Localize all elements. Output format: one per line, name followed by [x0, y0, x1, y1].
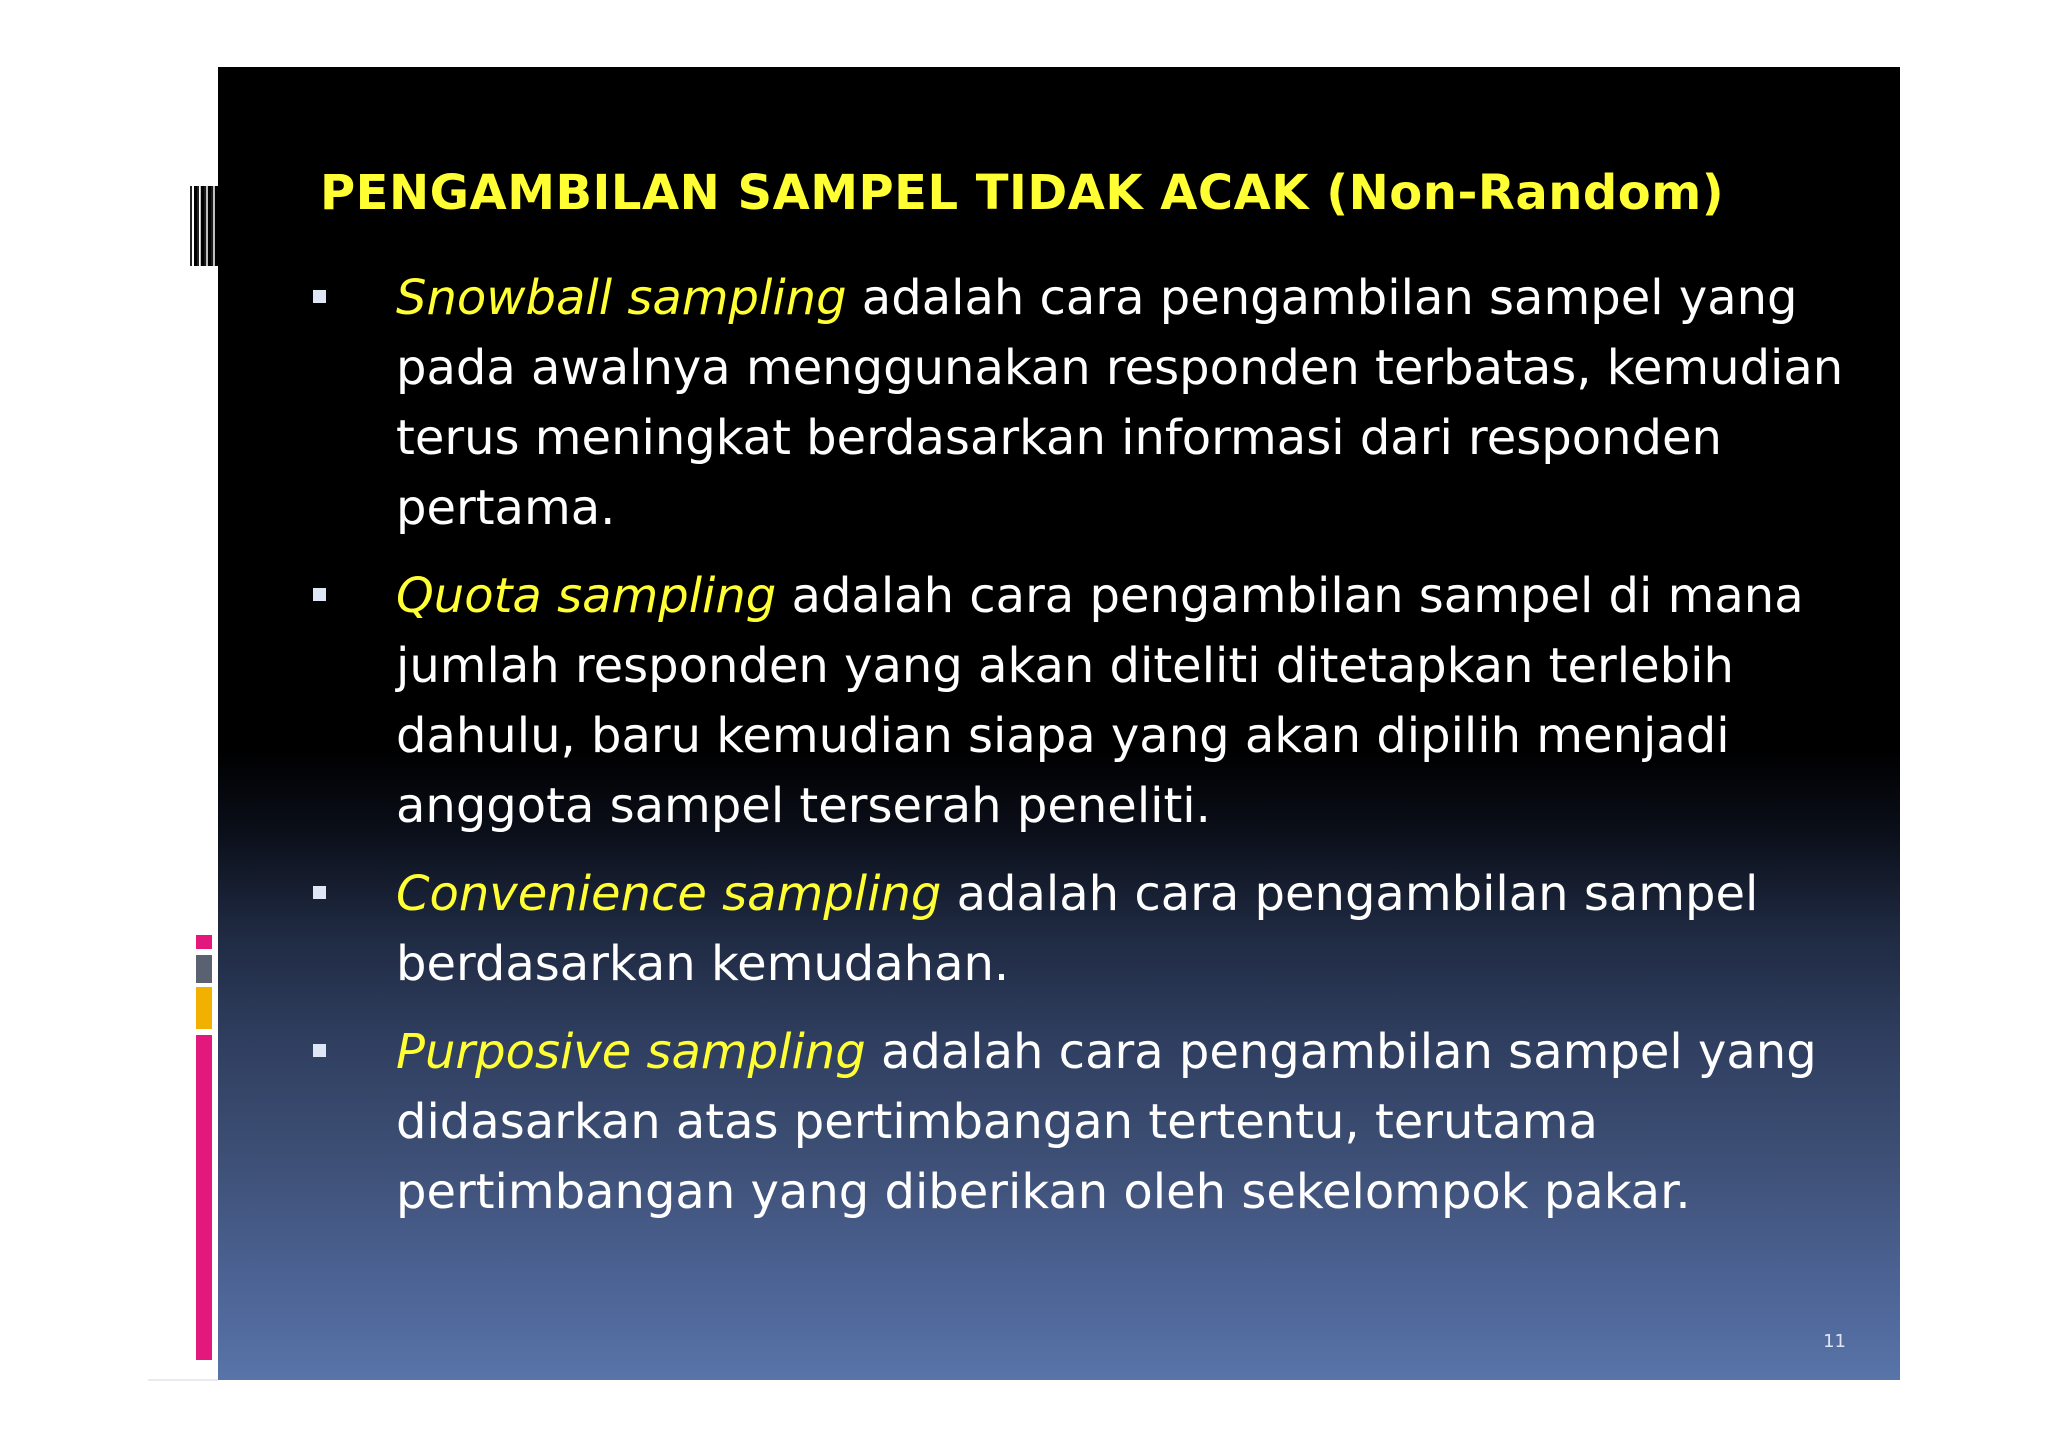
bullet-term: Snowball sampling — [396, 270, 847, 326]
bullet-term: Purposive sampling — [396, 1024, 866, 1080]
accent-pink-small-bar — [196, 935, 212, 949]
accent-orange-bar — [196, 987, 212, 1029]
bullet-list — [313, 263, 1873, 1245]
footer-line — [148, 1379, 218, 1381]
square-bullet-icon — [313, 290, 326, 303]
accent-gray-bar — [196, 955, 212, 983]
square-bullet-icon — [313, 588, 326, 601]
bullet-text: adalah cara pengambilan sampel berdasarkan kemudahan. — [396, 866, 1759, 992]
bullet-text: adalah cara pengambilan sampel di mana jumlah responden yang akan diteliti ditetapkan terlebih dahulu, baru kemudian siapa yang akan dipilih menjadi anggota sampel terserah peneliti. — [396, 568, 1804, 834]
square-bullet-icon — [313, 1044, 326, 1057]
bullet-term: Quota sampling — [396, 568, 777, 624]
slide-title: PENGAMBILAN SAMPEL TIDAK ACAK (Non-Random) — [320, 165, 1725, 221]
slide — [218, 67, 1900, 1380]
page-number: 11 — [1823, 1331, 1846, 1352]
bullet-item-quota — [313, 561, 1873, 841]
bullet-term: Convenience sampling — [396, 866, 942, 922]
bullet-item-convenience — [313, 859, 1873, 999]
decorative-barcode-stripes — [190, 186, 218, 266]
accent-pink-bar — [196, 1035, 212, 1360]
bullet-text: adalah cara pengambilan sampel yang pada awalnya menggunakan responden terbatas, kemudian terus meningkat berdasarkan informasi dari responden pertama. — [396, 270, 1844, 536]
bullet-item-purposive — [313, 1017, 1873, 1227]
bullet-text: adalah cara pengambilan sampel yang didasarkan atas pertimbangan tertentu, terutama pertimbangan yang diberikan oleh sekelompok pakar. — [396, 1024, 1817, 1220]
bullet-item-snowball — [313, 263, 1873, 543]
square-bullet-icon — [313, 886, 326, 899]
